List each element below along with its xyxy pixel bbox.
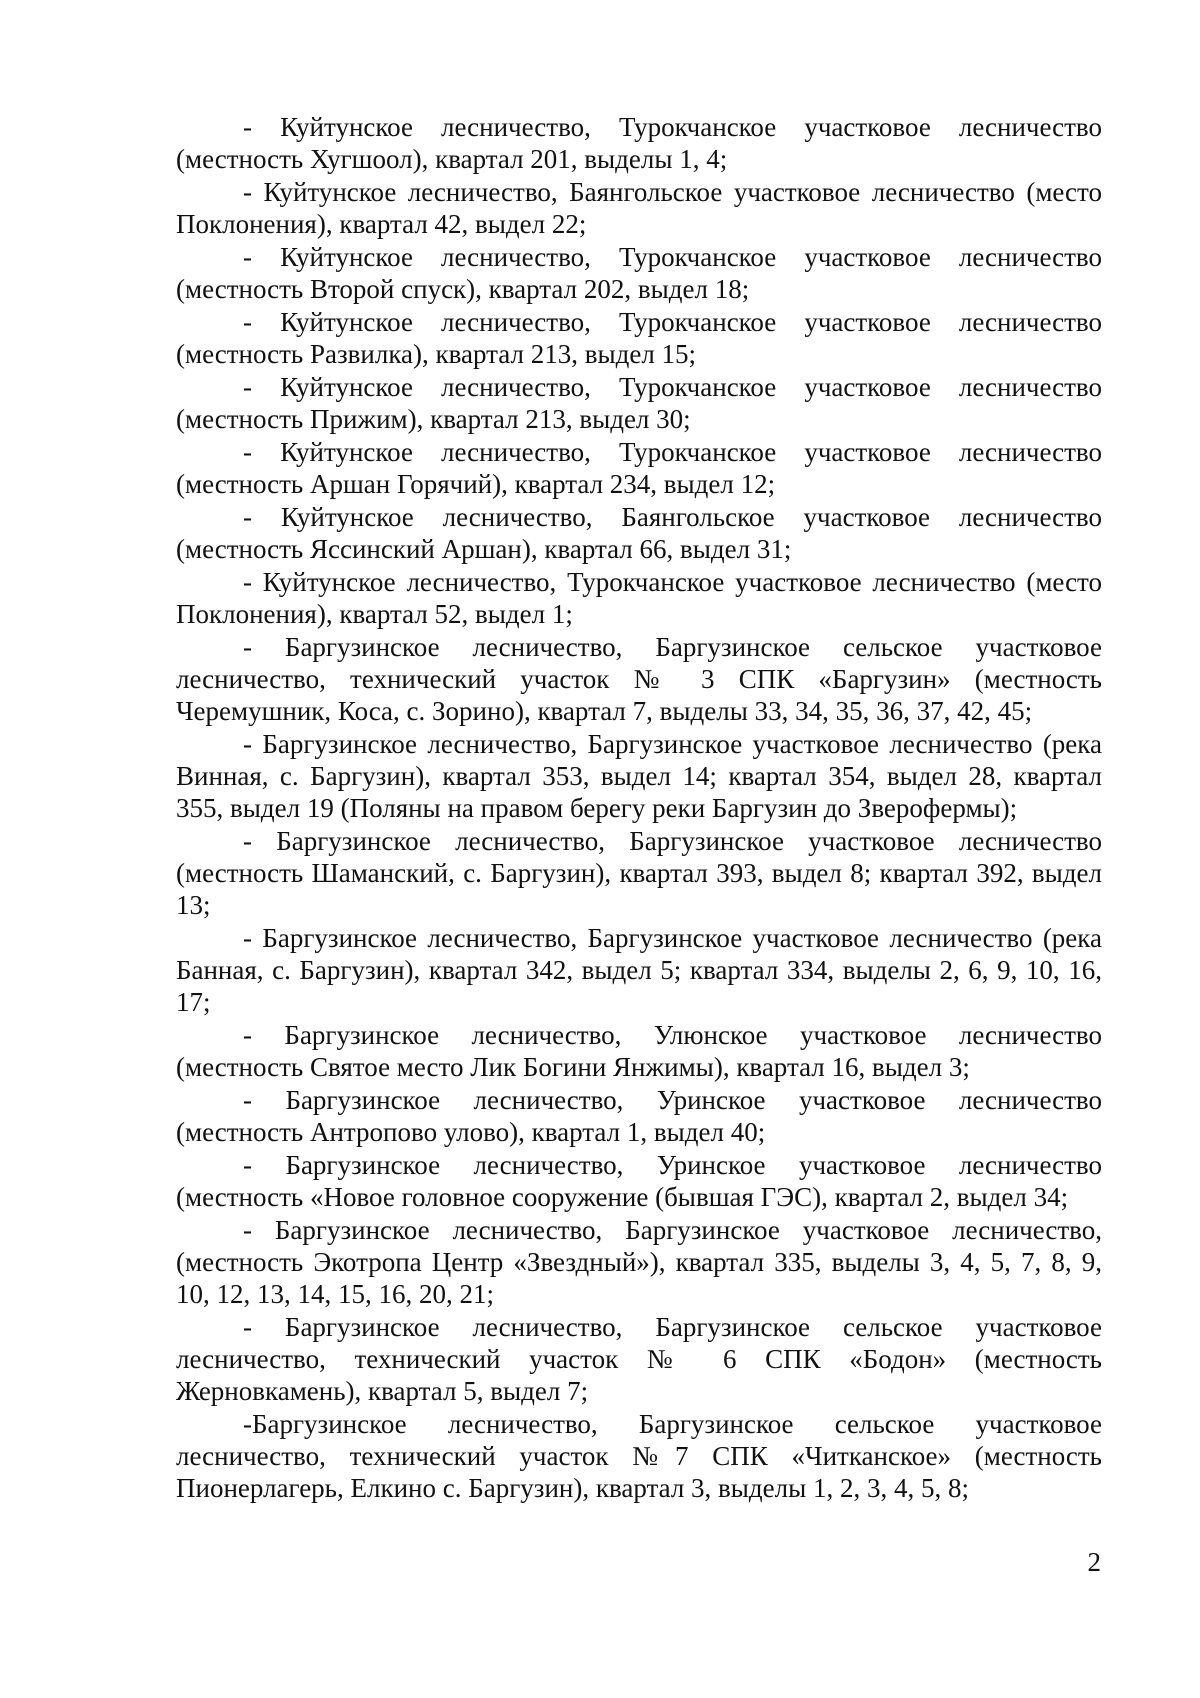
list-item: -Баргузинское лесничество, Баргузинское сельское участковое лесничество, технический участок №7 СПК «Читканское» (местность Пионерлагерь, Елкино с. Баргузин), квартал 3, выделы 1, 2, 3, 4, 5, 8;: [176, 1409, 1102, 1503]
list-item: - Баргузинское лесничество, Баргузинское сельское участковое лесничество, технический участок № 3 СПК «Баргузин» (местность Черемушник, Коса, с. Зорино), квартал 7, выделы 33, 34, 35, 36, 37, 42, 45;: [176, 632, 1102, 726]
list-item: - Баргузинское лесничество, Уринское участковое лесничество (местность «Новое головное сооружение (бывшая ГЭС), квартал 2, выдел 34;: [176, 1150, 1102, 1212]
list-item: - Баргузинское лесничество, Баргузинское участковое лесничество (местность Шаманский, с. Баргузин), квартал 393, выдел 8; квартал 392, выдел 13;: [176, 826, 1102, 920]
list-item: - Баргузинское лесничество, Уринское участковое лесничество (местность Антропово улово), квартал 1, выдел 40;: [176, 1085, 1102, 1147]
list-item: - Куйтунское лесничество, Баянгольское участковое лесничество (место Поклонения), квартал 42, выдел 22;: [176, 177, 1102, 239]
list-item: - Куйтунское лесничество, Турокчанское участковое лесничество (местность Второй спуск), квартал 202, выдел 18;: [176, 242, 1102, 304]
list-item: - Баргузинское лесничество, Баргузинское участковое лесничество (река Винная, с. Баргузин), квартал 353, выдел 14; квартал 354, выдел 28, квартал 355, выдел 19 (Поляны на правом берегу реки Баргузин до Зверофермы);: [176, 729, 1102, 823]
list-item: - Куйтунское лесничество, Турокчанское участковое лесничество (местность Аршан Горячий), квартал 234, выдел 12;: [176, 437, 1102, 499]
list-item: - Куйтунское лесничество, Турокчанское участковое лесничество (место Поклонения), квартал 52, выдел 1;: [176, 567, 1102, 629]
list-item: - Куйтунское лесничество, Турокчанское участковое лесничество (местность Развилка), квартал 213, выдел 15;: [176, 307, 1102, 369]
page-number: 2: [1087, 1547, 1101, 1577]
list-item: - Баргузинское лесничество, Улюнское участковое лесничество (местность Святое место Лик Богини Янжимы), квартал 16, выдел 3;: [176, 1020, 1102, 1082]
list-item: - Баргузинское лесничество, Баргузинское сельское участковое лесничество, технический участок № 6 СПК «Бодон» (местность Жерновкамень), квартал 5, выдел 7;: [176, 1312, 1102, 1406]
list-item: - Куйтунское лесничество, Турокчанское участковое лесничество (местность Прижим), квартал 213, выдел 30;: [176, 372, 1102, 434]
list-item: - Куйтунское лесничество, Турокчанское участковое лесничество (местность Хугшоол), квартал 201, выделы 1, 4;: [176, 112, 1102, 174]
list-item: - Баргузинское лесничество, Баргузинское участковое лесничество (река Банная, с. Баргузин), квартал 342, выдел 5; квартал 334, выделы 2, 6, 9, 10, 16, 17;: [176, 923, 1102, 1017]
list-item: - Куйтунское лесничество, Баянгольское участковое лесничество (местность Яссинский Аршан), квартал 66, выдел 31;: [176, 502, 1102, 564]
forestry-list: [176, 111, 1102, 1505]
list-item: - Баргузинское лесничество, Баргузинское участковое лесничество, (местность Экотропа Центр «Звездный»), квартал 335, выделы 3, 4, 5, 7, 8, 9, 10, 12, 13, 14, 15, 16, 20, 21;: [176, 1215, 1102, 1309]
